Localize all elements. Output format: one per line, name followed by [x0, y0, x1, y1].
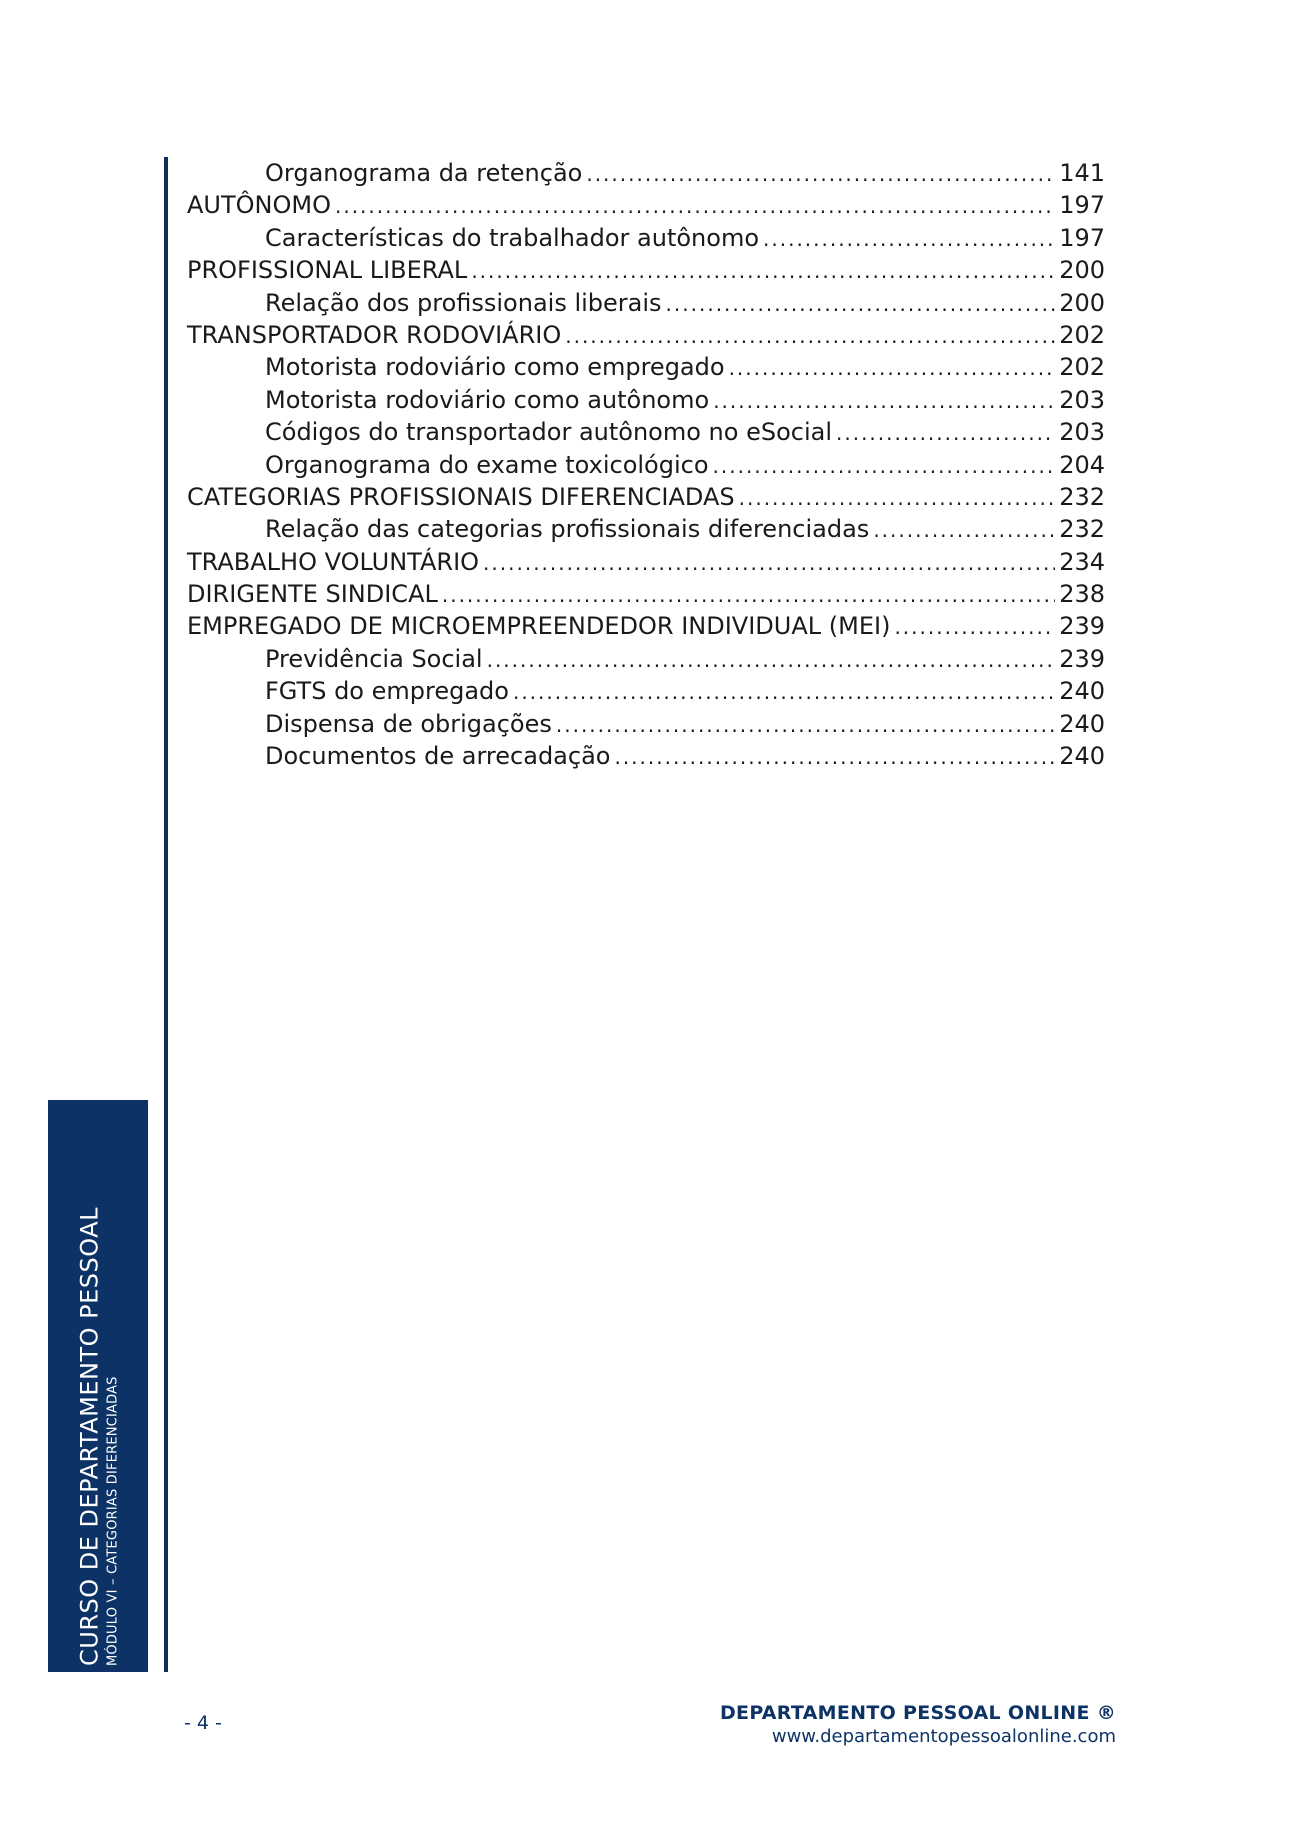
toc-dot-leader — [513, 676, 1055, 708]
toc-entry[interactable] — [187, 351, 1105, 383]
toc-entry[interactable] — [187, 157, 1105, 189]
toc-entry[interactable] — [187, 578, 1105, 610]
toc-dot-leader — [666, 288, 1056, 320]
toc-entry-title: AUTÔNOMO — [187, 191, 331, 220]
toc-dot-leader — [873, 514, 1055, 546]
toc-dot-leader — [729, 352, 1056, 384]
toc-entry-page: 232 — [1059, 515, 1105, 544]
toc-entry-page: 203 — [1059, 385, 1105, 414]
toc-entry[interactable] — [187, 287, 1105, 319]
toc-entry-page: 239 — [1059, 612, 1105, 641]
toc-entry[interactable] — [187, 740, 1105, 772]
toc-dot-leader — [471, 255, 1055, 287]
toc-entry-title: Motorista rodoviário como autônomo — [265, 385, 710, 414]
toc-entry-page: 202 — [1059, 320, 1105, 349]
toc-entry[interactable] — [187, 643, 1105, 675]
toc-entry-title: Características do trabalhador autônomo — [265, 223, 760, 252]
toc-entry-title: Relação das categorias profissionais diferenciadas — [265, 515, 870, 544]
toc-entry-page: 141 — [1059, 159, 1105, 187]
brand-name: DEPARTAMENTO PESSOAL ONLINE ® — [719, 1702, 1116, 1724]
toc-entry[interactable] — [187, 416, 1105, 448]
toc-dot-leader — [335, 190, 1055, 222]
page-number: - 4 - — [184, 1712, 222, 1734]
toc-entry-title: Previdência Social — [265, 644, 483, 673]
margin-rule — [164, 157, 168, 1672]
toc-entry[interactable] — [187, 319, 1105, 351]
toc-entry-page: 197 — [1059, 191, 1105, 220]
toc-entry[interactable] — [187, 513, 1105, 545]
toc-entry-title: TRABALHO VOLUNTÁRIO — [187, 547, 480, 576]
toc-entry-title: Códigos do transportador autônomo no eSocial — [265, 418, 832, 447]
toc-dot-leader — [487, 644, 1056, 676]
toc-dot-leader — [739, 482, 1056, 514]
toc-dot-leader — [556, 709, 1055, 741]
toc-entry-title: Organograma da retenção — [265, 159, 583, 187]
table-of-contents — [187, 157, 1105, 772]
toc-dot-leader — [483, 547, 1055, 579]
toc-entry-page: 239 — [1059, 644, 1105, 673]
toc-entry-page: 240 — [1059, 677, 1105, 706]
toc-entry-page: 234 — [1059, 547, 1105, 576]
toc-dot-leader — [713, 450, 1056, 482]
toc-entry-page: 197 — [1059, 223, 1105, 252]
toc-entry[interactable] — [187, 675, 1105, 707]
toc-entry-title: Relação dos profissionais liberais — [265, 288, 662, 317]
toc-entry-title: Motorista rodoviário como empregado — [265, 353, 725, 382]
toc-entry-page: 238 — [1059, 580, 1105, 609]
toc-entry[interactable] — [187, 384, 1105, 416]
toc-entry-title: Organograma do exame toxicológico — [265, 450, 709, 479]
toc-entry-title: EMPREGADO DE MICROEMPREENDEDOR INDIVIDUAL (MEI) — [187, 612, 891, 641]
toc-entry-page: 232 — [1059, 482, 1105, 511]
toc-dot-leader — [565, 320, 1055, 352]
toc-dot-leader — [713, 385, 1055, 417]
toc-entry[interactable] — [187, 610, 1105, 642]
toc-entry[interactable] — [187, 254, 1105, 286]
toc-entry-page: 202 — [1059, 353, 1105, 382]
side-tab — [48, 1100, 148, 1672]
toc-entry-title: PROFISSIONAL LIBERAL — [187, 256, 468, 285]
toc-entry-title: CATEGORIAS PROFISSIONAIS DIFERENCIADAS — [187, 482, 735, 511]
toc-dot-leader — [894, 611, 1055, 643]
toc-entry[interactable] — [187, 546, 1105, 578]
toc-dot-leader — [836, 417, 1055, 449]
toc-entry[interactable] — [187, 449, 1105, 481]
toc-dot-leader — [614, 741, 1055, 773]
toc-entry-title: DIRIGENTE SINDICAL — [187, 580, 438, 609]
toc-entry-page: 200 — [1059, 256, 1105, 285]
brand-url[interactable]: www.departamentopessoalonline.com — [771, 1726, 1116, 1747]
toc-entry-page: 203 — [1059, 418, 1105, 447]
toc-dot-leader — [586, 158, 1055, 190]
toc-entry[interactable] — [187, 708, 1105, 740]
toc-entry-title: Dispensa de obrigações — [265, 709, 552, 738]
side-tab-subtitle: MÓDULO VI – CATEGORIAS DIFERENCIADAS — [105, 1376, 121, 1666]
toc-dot-leader — [442, 579, 1055, 611]
toc-entry[interactable] — [187, 189, 1105, 221]
toc-entry-title: FGTS do empregado — [265, 677, 509, 706]
toc-entry-title: Documentos de arrecadação — [265, 742, 611, 771]
side-tab-text — [76, 1106, 121, 1666]
toc-entry-page: 204 — [1059, 450, 1105, 479]
toc-entry[interactable] — [187, 222, 1105, 254]
toc-entry[interactable] — [187, 481, 1105, 513]
toc-entry-page: 240 — [1059, 709, 1105, 738]
toc-entry-page: 200 — [1059, 288, 1105, 317]
footer-brand — [720, 1702, 1116, 1747]
toc-dot-leader — [763, 223, 1055, 255]
side-tab-title: CURSO DE DEPARTAMENTO PESSOAL — [75, 1206, 104, 1666]
toc-entry-title: TRANSPORTADOR RODOVIÁRIO — [187, 320, 562, 349]
toc-entry-page: 240 — [1059, 742, 1105, 771]
